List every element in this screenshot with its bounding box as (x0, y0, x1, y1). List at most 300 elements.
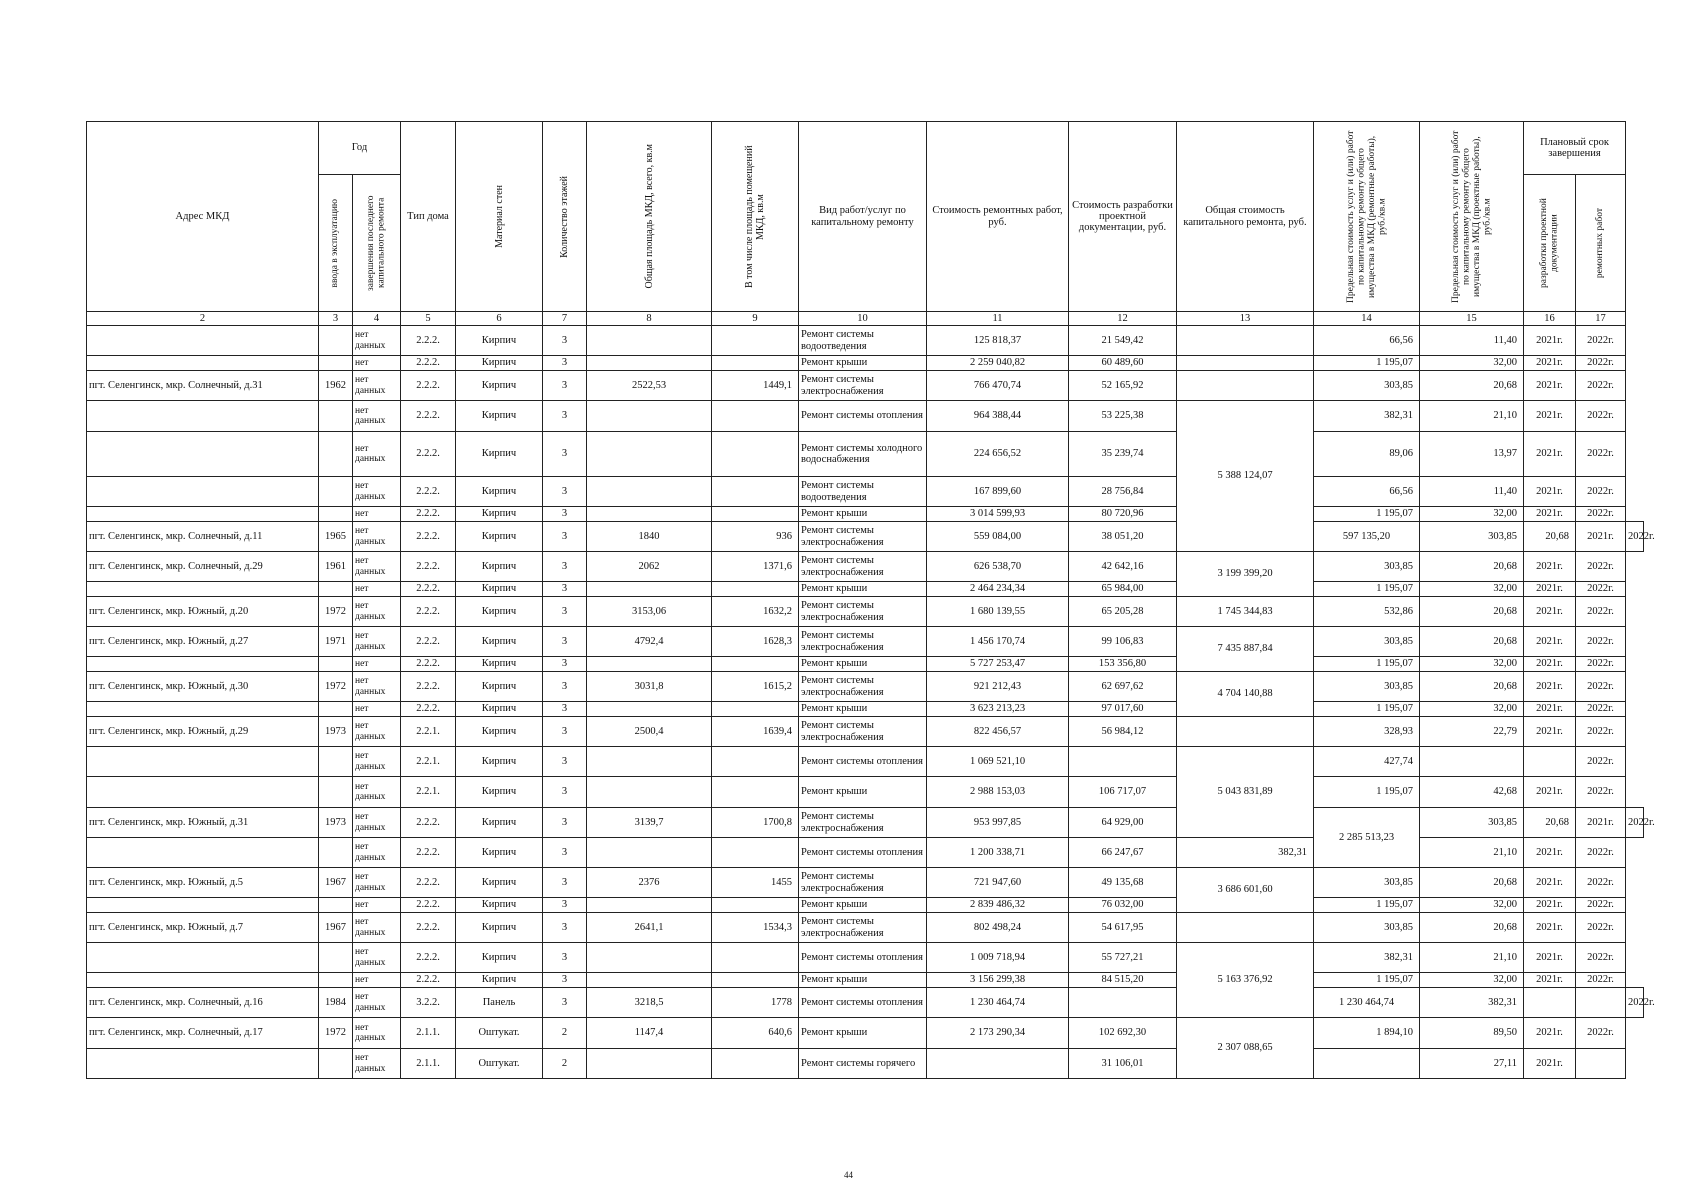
wall-material-cell: Кирпич (456, 868, 543, 898)
address-cell: пгт. Селенгинск, мкр. Солнечный, д.16 (87, 988, 319, 1018)
limit-design-cell: 20,68 (1420, 627, 1524, 657)
floors-cell: 3 (543, 552, 587, 582)
total-area-cell (587, 657, 712, 672)
header-year: Год (319, 122, 401, 175)
floors-cell: 3 (543, 868, 587, 898)
planned-design-cell: 2021г. (1524, 1049, 1576, 1079)
planned-design-cell: 2021г. (1524, 1018, 1576, 1049)
work-type-cell: Ремонт системы электроснабжения (799, 371, 927, 401)
planned-design-cell: 2021г. (1524, 582, 1576, 597)
limit-design-cell: 20,68 (1420, 597, 1524, 627)
year-commission-cell: 1972 (319, 1018, 353, 1049)
column-number: 6 (456, 312, 543, 326)
year-commission-cell (319, 1049, 353, 1079)
table-row (87, 522, 1644, 552)
work-type-cell: Ремонт системы отопления (799, 747, 927, 777)
year-last-repair-cell: нет данных (353, 477, 401, 507)
design-cost-cell: 84 515,20 (1069, 973, 1177, 988)
limit-design-cell: 20,68 (1524, 522, 1576, 552)
year-commission-cell: 1973 (319, 717, 353, 747)
column-number: 13 (1177, 312, 1314, 326)
design-cost-cell: 49 135,68 (1069, 868, 1177, 898)
header-floors: Количество этажей (543, 122, 587, 312)
year-last-repair-cell: нет данных (353, 672, 401, 702)
repair-cost-cell: 953 997,85 (927, 808, 1069, 838)
repair-cost-cell: 921 212,43 (927, 672, 1069, 702)
floors-cell: 3 (543, 808, 587, 838)
year-last-repair-cell: нет данных (353, 401, 401, 432)
limit-design-cell: 22,79 (1420, 717, 1524, 747)
table-row (87, 371, 1644, 401)
work-type-cell: Ремонт крыши (799, 702, 927, 717)
planned-design-cell: 2021г. (1524, 672, 1576, 702)
year-last-repair-cell: нет данных (353, 747, 401, 777)
design-cost-cell: 35 239,74 (1069, 432, 1177, 477)
total-cost-cell: 1 745 344,83 (1177, 597, 1314, 627)
capital-repair-table (86, 121, 1655, 1079)
premises-area-cell: 1455 (712, 868, 799, 898)
total-area-cell: 2522,53 (587, 371, 712, 401)
planned-design-cell: 2021г. (1524, 657, 1576, 672)
premises-area-cell: 936 (712, 522, 799, 552)
house-type-cell: 2.2.2. (401, 627, 456, 657)
total-area-cell (587, 401, 712, 432)
planned-design-cell: 2021г. (1524, 868, 1576, 898)
house-type-cell: 2.2.1. (401, 747, 456, 777)
wall-material-cell: Кирпич (456, 477, 543, 507)
limit-design-cell: 20,68 (1524, 808, 1576, 838)
work-type-cell: Ремонт системы электроснабжения (799, 522, 927, 552)
house-type-cell: 2.2.2. (401, 657, 456, 672)
design-cost-cell: 54 617,95 (1069, 913, 1177, 943)
design-cost-cell: 99 106,83 (1069, 627, 1177, 657)
limit-repair-cell: 1 195,07 (1314, 356, 1420, 371)
wall-material-cell: Кирпич (456, 582, 543, 597)
year-commission-cell (319, 898, 353, 913)
column-number: 12 (1069, 312, 1177, 326)
work-type-cell: Ремонт системы холодного водоснабжения (799, 432, 927, 477)
floors-cell: 3 (543, 943, 587, 973)
header-house-type: Тип дома (401, 122, 456, 312)
address-cell (87, 943, 319, 973)
year-last-repair-cell: нет данных (353, 913, 401, 943)
total-cost-cell: 5 388 124,07 (1177, 401, 1314, 552)
limit-design-cell: 11,40 (1420, 477, 1524, 507)
table-row (87, 597, 1644, 627)
address-cell (87, 747, 319, 777)
design-cost-cell: 38 051,20 (1069, 522, 1177, 552)
house-type-cell: 2.2.2. (401, 477, 456, 507)
premises-area-cell (712, 582, 799, 597)
repair-cost-cell: 1 200 338,71 (927, 838, 1069, 868)
planned-repair-cell: 2022г. (1576, 627, 1626, 657)
table-row (87, 1018, 1644, 1049)
limit-repair-cell: 66,56 (1314, 477, 1420, 507)
work-type-cell: Ремонт системы электроснабжения (799, 808, 927, 838)
total-area-cell (587, 1049, 712, 1079)
planned-design-cell: 2021г. (1524, 356, 1576, 371)
repair-cost-cell: 1 009 718,94 (927, 943, 1069, 973)
planned-design-cell: 2021г. (1524, 898, 1576, 913)
house-type-cell: 2.2.2. (401, 582, 456, 597)
total-area-cell (587, 973, 712, 988)
header-address: Адрес МКД (87, 122, 319, 312)
premises-area-cell (712, 838, 799, 868)
year-commission-cell (319, 943, 353, 973)
design-cost-cell: 65 205,28 (1069, 597, 1177, 627)
year-commission-cell (319, 432, 353, 477)
address-cell: пгт. Селенгинск, мкр. Южный, д.31 (87, 808, 319, 838)
total-area-cell (587, 777, 712, 808)
table-row (87, 717, 1644, 747)
limit-design-cell: 21,10 (1420, 838, 1524, 868)
address-cell: пгт. Селенгинск, мкр. Южный, д.29 (87, 717, 319, 747)
year-last-repair-cell: нет данных (353, 808, 401, 838)
design-cost-cell: 56 984,12 (1069, 717, 1177, 747)
column-number: 3 (319, 312, 353, 326)
planned-design-cell: 2021г. (1524, 371, 1576, 401)
floors-cell: 3 (543, 522, 587, 552)
floors-cell: 3 (543, 913, 587, 943)
total-cost-cell: 597 135,20 (1314, 522, 1420, 552)
total-cost-cell (1177, 371, 1314, 401)
planned-repair-cell: 2022г. (1576, 717, 1626, 747)
table-row (87, 507, 1644, 522)
planned-design-cell: 2021г. (1524, 401, 1576, 432)
repair-cost-cell: 1 680 139,55 (927, 597, 1069, 627)
year-last-repair-cell: нет (353, 898, 401, 913)
total-area-cell: 3031,8 (587, 672, 712, 702)
house-type-cell: 2.1.1. (401, 1018, 456, 1049)
floors-cell: 3 (543, 988, 587, 1018)
house-type-cell: 2.2.2. (401, 702, 456, 717)
year-last-repair-cell: нет данных (353, 777, 401, 808)
design-cost-cell: 42 642,16 (1069, 552, 1177, 582)
total-area-cell (587, 432, 712, 477)
work-type-cell: Ремонт крыши (799, 898, 927, 913)
planned-repair-cell: 2022г. (1576, 777, 1626, 808)
planned-design-cell: 2021г. (1576, 522, 1626, 552)
year-commission-cell: 1967 (319, 868, 353, 898)
total-area-cell (587, 943, 712, 973)
address-cell (87, 477, 319, 507)
work-type-cell: Ремонт системы отопления (799, 943, 927, 973)
year-commission-cell: 1967 (319, 913, 353, 943)
header-design-cost: Стоимость разработки проектной документации, руб. (1069, 122, 1177, 312)
work-type-cell: Ремонт крыши (799, 582, 927, 597)
planned-repair-cell: 2022г. (1576, 356, 1626, 371)
wall-material-cell: Кирпич (456, 808, 543, 838)
column-number: 16 (1524, 312, 1576, 326)
year-commission-cell (319, 582, 353, 597)
year-last-repair-cell: нет данных (353, 988, 401, 1018)
floors-cell: 3 (543, 432, 587, 477)
total-cost-cell: 5 163 376,92 (1177, 943, 1314, 1018)
limit-design-cell: 89,50 (1420, 1018, 1524, 1049)
total-area-cell: 3153,06 (587, 597, 712, 627)
year-last-repair-cell: нет данных (353, 371, 401, 401)
house-type-cell: 2.2.2. (401, 371, 456, 401)
limit-design-cell: 21,10 (1420, 401, 1524, 432)
design-cost-cell: 28 756,84 (1069, 477, 1177, 507)
design-cost-cell: 55 727,21 (1069, 943, 1177, 973)
total-cost-cell: 1 230 464,74 (1314, 988, 1420, 1018)
floors-cell: 3 (543, 597, 587, 627)
planned-design-cell: 2021г. (1524, 717, 1576, 747)
premises-area-cell (712, 657, 799, 672)
limit-repair-cell: 1 195,07 (1314, 657, 1420, 672)
design-cost-cell: 97 017,60 (1069, 702, 1177, 717)
limit-design-cell: 42,68 (1420, 777, 1524, 808)
work-type-cell: Ремонт крыши (799, 777, 927, 808)
repair-cost-cell: 2 259 040,82 (927, 356, 1069, 371)
planned-repair-cell: 2022г. (1576, 432, 1626, 477)
column-number: 2 (87, 312, 319, 326)
limit-repair-cell: 303,85 (1314, 627, 1420, 657)
address-cell (87, 898, 319, 913)
work-type-cell: Ремонт крыши (799, 657, 927, 672)
total-cost-cell: 2 307 088,65 (1177, 1018, 1314, 1079)
year-commission-cell: 1961 (319, 552, 353, 582)
limit-repair-cell: 1 195,07 (1314, 777, 1420, 808)
table-row (87, 808, 1644, 838)
planned-repair-cell: 2022г. (1576, 868, 1626, 898)
total-area-cell (587, 702, 712, 717)
limit-repair-cell: 303,85 (1314, 913, 1420, 943)
repair-cost-cell: 1 069 521,10 (927, 747, 1069, 777)
total-area-cell (587, 477, 712, 507)
house-type-cell: 2.2.2. (401, 552, 456, 582)
table-row (87, 777, 1644, 808)
table-row (87, 627, 1644, 657)
work-type-cell: Ремонт системы электроснабжения (799, 627, 927, 657)
total-cost-cell: 5 043 831,89 (1177, 747, 1314, 838)
table-row (87, 432, 1644, 477)
wall-material-cell: Кирпич (456, 597, 543, 627)
table-row (87, 1049, 1644, 1079)
limit-design-cell: 20,68 (1420, 672, 1524, 702)
floors-cell: 3 (543, 898, 587, 913)
year-commission-cell (319, 838, 353, 868)
total-cost-cell: 3 199 399,20 (1177, 552, 1314, 597)
limit-repair-cell: 532,86 (1314, 597, 1420, 627)
limit-design-cell: 20,68 (1420, 913, 1524, 943)
planned-design-cell (1524, 747, 1576, 777)
limit-repair-cell: 303,85 (1420, 808, 1524, 838)
design-cost-cell: 102 692,30 (1069, 1018, 1177, 1049)
limit-design-cell: 13,97 (1420, 432, 1524, 477)
header-year-commission: ввода в эксплуатацию (319, 175, 353, 312)
planned-design-cell: 2021г. (1524, 777, 1576, 808)
planned-repair-cell: 2022г. (1576, 657, 1626, 672)
planned-repair-cell: 2022г. (1626, 808, 1644, 838)
address-cell (87, 507, 319, 522)
year-commission-cell: 1973 (319, 808, 353, 838)
limit-repair-cell: 382,31 (1177, 838, 1314, 868)
address-cell: пгт. Селенгинск, мкр. Южный, д.5 (87, 868, 319, 898)
floors-cell: 3 (543, 627, 587, 657)
design-cost-cell (1069, 988, 1177, 1018)
design-cost-cell: 62 697,62 (1069, 672, 1177, 702)
wall-material-cell: Кирпич (456, 747, 543, 777)
work-type-cell: Ремонт системы горячего (799, 1049, 927, 1079)
floors-cell: 3 (543, 477, 587, 507)
limit-design-cell: 32,00 (1420, 507, 1524, 522)
house-type-cell: 2.2.2. (401, 898, 456, 913)
address-cell: пгт. Селенгинск, мкр. Южный, д.7 (87, 913, 319, 943)
planned-design-cell: 2021г. (1576, 808, 1626, 838)
column-number: 11 (927, 312, 1069, 326)
planned-repair-cell: 2022г. (1576, 582, 1626, 597)
wall-material-cell: Кирпич (456, 702, 543, 717)
address-cell: пгт. Селенгинск, мкр. Южный, д.27 (87, 627, 319, 657)
house-type-cell: 2.2.2. (401, 868, 456, 898)
wall-material-cell: Кирпич (456, 672, 543, 702)
limit-repair-cell: 1 195,07 (1314, 702, 1420, 717)
planned-repair-cell: 2022г. (1576, 943, 1626, 973)
planned-design-cell: 2021г. (1524, 507, 1576, 522)
work-type-cell: Ремонт крыши (799, 973, 927, 988)
work-type-cell: Ремонт системы отопления (799, 838, 927, 868)
work-type-cell: Ремонт крыши (799, 507, 927, 522)
premises-area-cell: 1449,1 (712, 371, 799, 401)
design-cost-cell: 80 720,96 (1069, 507, 1177, 522)
wall-material-cell: Оштукат. (456, 1018, 543, 1049)
header-total-cost: Общая стоимость капитального ремонта, руб. (1177, 122, 1314, 312)
floors-cell: 3 (543, 326, 587, 356)
wall-material-cell: Кирпич (456, 552, 543, 582)
floors-cell: 3 (543, 657, 587, 672)
limit-design-cell: 20,68 (1420, 371, 1524, 401)
year-last-repair-cell: нет (353, 356, 401, 371)
wall-material-cell: Оштукат. (456, 1049, 543, 1079)
floors-cell: 3 (543, 838, 587, 868)
table-row (87, 988, 1644, 1018)
design-cost-cell: 65 984,00 (1069, 582, 1177, 597)
floors-cell: 2 (543, 1049, 587, 1079)
limit-design-cell: 21,10 (1420, 943, 1524, 973)
limit-design-cell: 32,00 (1420, 582, 1524, 597)
table-body (87, 326, 1655, 1079)
table-row (87, 868, 1644, 898)
work-type-cell: Ремонт системы электроснабжения (799, 597, 927, 627)
table-row (87, 702, 1644, 717)
house-type-cell: 2.2.1. (401, 777, 456, 808)
year-last-repair-cell: нет данных (353, 432, 401, 477)
limit-design-cell: 32,00 (1420, 657, 1524, 672)
address-cell (87, 702, 319, 717)
year-commission-cell: 1984 (319, 988, 353, 1018)
page-number: 44 (844, 1170, 853, 1180)
design-cost-cell: 76 032,00 (1069, 898, 1177, 913)
house-type-cell: 2.2.2. (401, 432, 456, 477)
wall-material-cell: Кирпич (456, 973, 543, 988)
house-type-cell: 2.2.2. (401, 913, 456, 943)
design-cost-cell: 153 356,80 (1069, 657, 1177, 672)
year-commission-cell (319, 657, 353, 672)
premises-area-cell (712, 326, 799, 356)
planned-design-cell: 2021г. (1524, 552, 1576, 582)
planned-design-cell: 2021г. (1524, 597, 1576, 627)
repair-cost-cell: 125 818,37 (927, 326, 1069, 356)
limit-design-cell: 32,00 (1420, 356, 1524, 371)
limit-repair-cell (1314, 1049, 1420, 1079)
premises-area-cell (712, 973, 799, 988)
header-limit-design: Предельная стоимость услуг и (или) работ по капитальному ремонту общего имущества в МКД (проектные работы), руб./кв.м (1420, 122, 1524, 312)
limit-design-cell: 32,00 (1420, 973, 1524, 988)
year-last-repair-cell: нет данных (353, 943, 401, 973)
limit-repair-cell: 1 894,10 (1314, 1018, 1420, 1049)
column-number-row (87, 312, 1644, 326)
table-row (87, 326, 1644, 356)
planned-repair-cell: 2022г. (1576, 747, 1626, 777)
work-type-cell: Ремонт системы электроснабжения (799, 672, 927, 702)
work-type-cell: Ремонт крыши (799, 356, 927, 371)
total-cost-cell (1177, 356, 1314, 371)
total-area-cell: 1840 (587, 522, 712, 552)
premises-area-cell (712, 507, 799, 522)
address-cell (87, 401, 319, 432)
planned-design-cell (1576, 988, 1626, 1018)
total-area-cell: 2376 (587, 868, 712, 898)
limit-repair-cell: 303,85 (1314, 868, 1420, 898)
total-area-cell (587, 356, 712, 371)
limit-design-cell: 32,00 (1420, 702, 1524, 717)
premises-area-cell (712, 477, 799, 507)
planned-design-cell: 2021г. (1524, 943, 1576, 973)
planned-design-cell: 2021г. (1524, 627, 1576, 657)
work-type-cell: Ремонт системы водоотведения (799, 326, 927, 356)
planned-repair-cell: 2022г. (1576, 401, 1626, 432)
limit-repair-cell: 303,85 (1314, 552, 1420, 582)
house-type-cell: 3.2.2. (401, 988, 456, 1018)
address-cell (87, 973, 319, 988)
address-cell (87, 326, 319, 356)
limit-repair-cell: 427,74 (1314, 747, 1420, 777)
planned-design-cell: 2021г. (1524, 326, 1576, 356)
year-commission-cell (319, 507, 353, 522)
premises-area-cell (712, 401, 799, 432)
planned-repair-cell: 2022г. (1576, 371, 1626, 401)
address-cell (87, 582, 319, 597)
limit-repair-cell: 1 195,07 (1314, 898, 1420, 913)
total-area-cell: 3218,5 (587, 988, 712, 1018)
premises-area-cell (712, 943, 799, 973)
limit-repair-cell: 66,56 (1314, 326, 1420, 356)
column-number: 7 (543, 312, 587, 326)
limit-design-cell: 11,40 (1420, 326, 1524, 356)
planned-design-cell: 2021г. (1524, 973, 1576, 988)
total-area-cell: 3139,7 (587, 808, 712, 838)
address-cell: пгт. Селенгинск, мкр. Солнечный, д.29 (87, 552, 319, 582)
year-commission-cell (319, 777, 353, 808)
wall-material-cell: Кирпич (456, 717, 543, 747)
repair-cost-cell: 559 084,00 (927, 522, 1069, 552)
table-row (87, 401, 1644, 432)
table-row (87, 747, 1644, 777)
work-type-cell: Ремонт крыши (799, 1018, 927, 1049)
header-planned-design: разработки проектной документации (1524, 175, 1576, 312)
work-type-cell: Ремонт системы электроснабжения (799, 717, 927, 747)
total-area-cell (587, 326, 712, 356)
address-cell: пгт. Селенгинск, мкр. Южный, д.30 (87, 672, 319, 702)
wall-material-cell: Кирпич (456, 432, 543, 477)
column-number: 15 (1420, 312, 1524, 326)
repair-cost-cell: 224 656,52 (927, 432, 1069, 477)
year-commission-cell (319, 477, 353, 507)
year-last-repair-cell: нет данных (353, 1049, 401, 1079)
premises-area-cell (712, 1049, 799, 1079)
